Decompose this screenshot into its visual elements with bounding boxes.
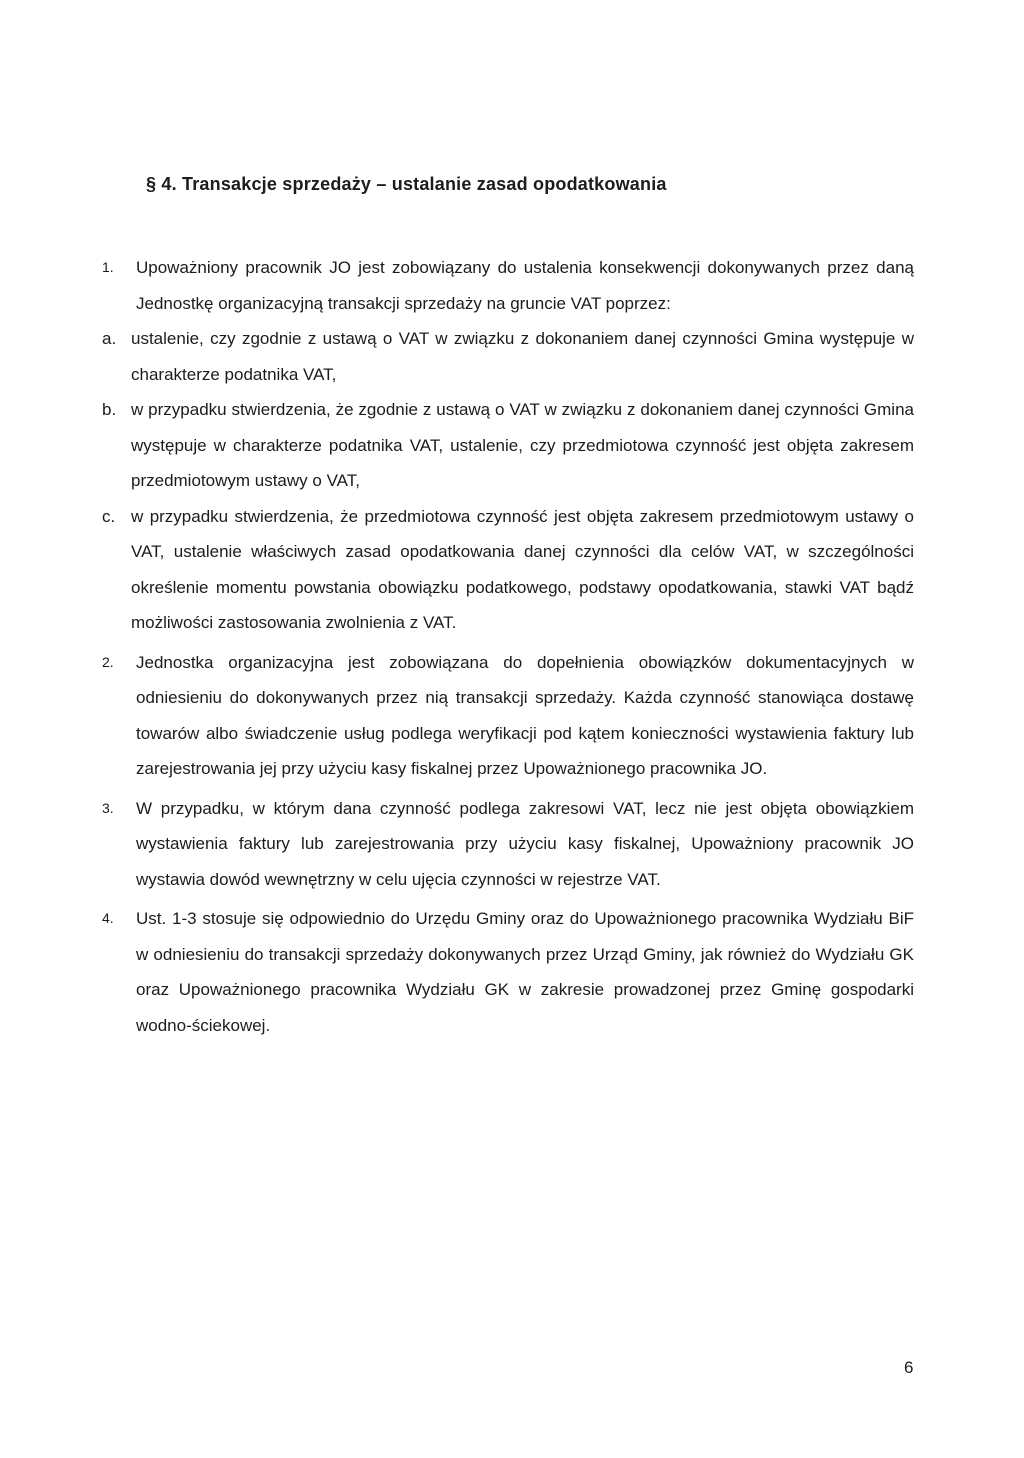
paragraph-number: 4. — [102, 910, 114, 926]
subitem-c — [68, 499, 914, 641]
paragraph-text: Jednostka organizacyjna jest zobowiązana do dopełnienia obowiązków dokumentacyjnych w odniesieniu do dokonywanych przez nią transakcji sprzedaży. Każda czynność stanowiąca dostawę towarów albo świadczenie usług podlega weryfikacji pod kątem konieczności wystawienia faktury lub zarejestrowania jej przy użyciu kasy fiskalnej przez Upoważnionego pracownika JO. — [136, 652, 914, 778]
paragraph-3 — [102, 791, 914, 898]
paragraph-1 — [102, 250, 914, 321]
subitem-letter: c. — [102, 506, 116, 526]
paragraph-text: Upoważniony pracownik JO jest zobowiązany do ustalenia konsekwencji dokonywanych przez daną Jednostkę organizacyjną transakcji sprzedaży na gruncie VAT poprzez: — [136, 258, 914, 313]
subitem-text: w przypadku stwierdzenia, że przedmiotowa czynność jest objęta zakresem przedmiotowym ustawy o VAT, ustalenie właściwych zasad opodatkowania danej czynności dla celów VAT, w szczególności określenie momentu powstania obowiązku podatkowego, podstawy opodatkowania, stawki VAT bądź możliwości zastosowania zwolnienia z VAT. — [131, 506, 914, 632]
paragraph-number: 1. — [102, 259, 114, 275]
paragraph-number: 3. — [102, 799, 114, 816]
subitem-a — [68, 321, 914, 392]
subitem-text: w przypadku stwierdzenia, że zgodnie z ustawą o VAT w związku z dokonaniem danej czynności Gmina występuje w charakterze podatnika VAT, ustalenie, czy przedmiotowa czynność jest objęta zakresem przedmiotowym ustawy o VAT, — [131, 400, 914, 490]
subitem-letter: a. — [102, 329, 117, 348]
subitem-letter: b. — [102, 400, 117, 419]
paragraph-text: Ust. 1-3 stosuje się odpowiednio do Urzędu Gminy oraz do Upoważnionego pracownika Wydziału BiF w odniesieniu do transakcji sprzedaży dokonywanych przez Urząd Gminy, jak również do Wydziału GK oraz Upoważnionego pracownika Wydziału GK w zakresie prowadzonej przez Gminę gospodarki wodno-ściekowej. — [136, 909, 914, 1035]
page-number: 6 — [904, 1358, 914, 1377]
subitem-b — [68, 392, 914, 499]
paragraph-text: W przypadku, w którym dana czynność podlega zakresowi VAT, lecz nie jest objęta obowiązkiem wystawienia faktury lub zarejestrowania przy użyciu kasy fiskalnej, Upoważniony pracownik JO wystawia dowód wewnętrzny w celu ujęcia czynności w rejestrze VAT. — [136, 798, 914, 889]
section-body — [102, 250, 914, 1043]
paragraph-4 — [102, 901, 914, 1043]
paragraph-number: 2. — [102, 653, 114, 670]
subitem-text: ustalenie, czy zgodnie z ustawą o VAT w związku z dokonaniem danej czynności Gmina występuje w charakterze podatnika VAT, — [131, 329, 914, 384]
paragraph-2 — [102, 645, 914, 787]
section-heading: § 4. Transakcje sprzedaży – ustalanie zasad opodatkowania — [146, 174, 667, 194]
